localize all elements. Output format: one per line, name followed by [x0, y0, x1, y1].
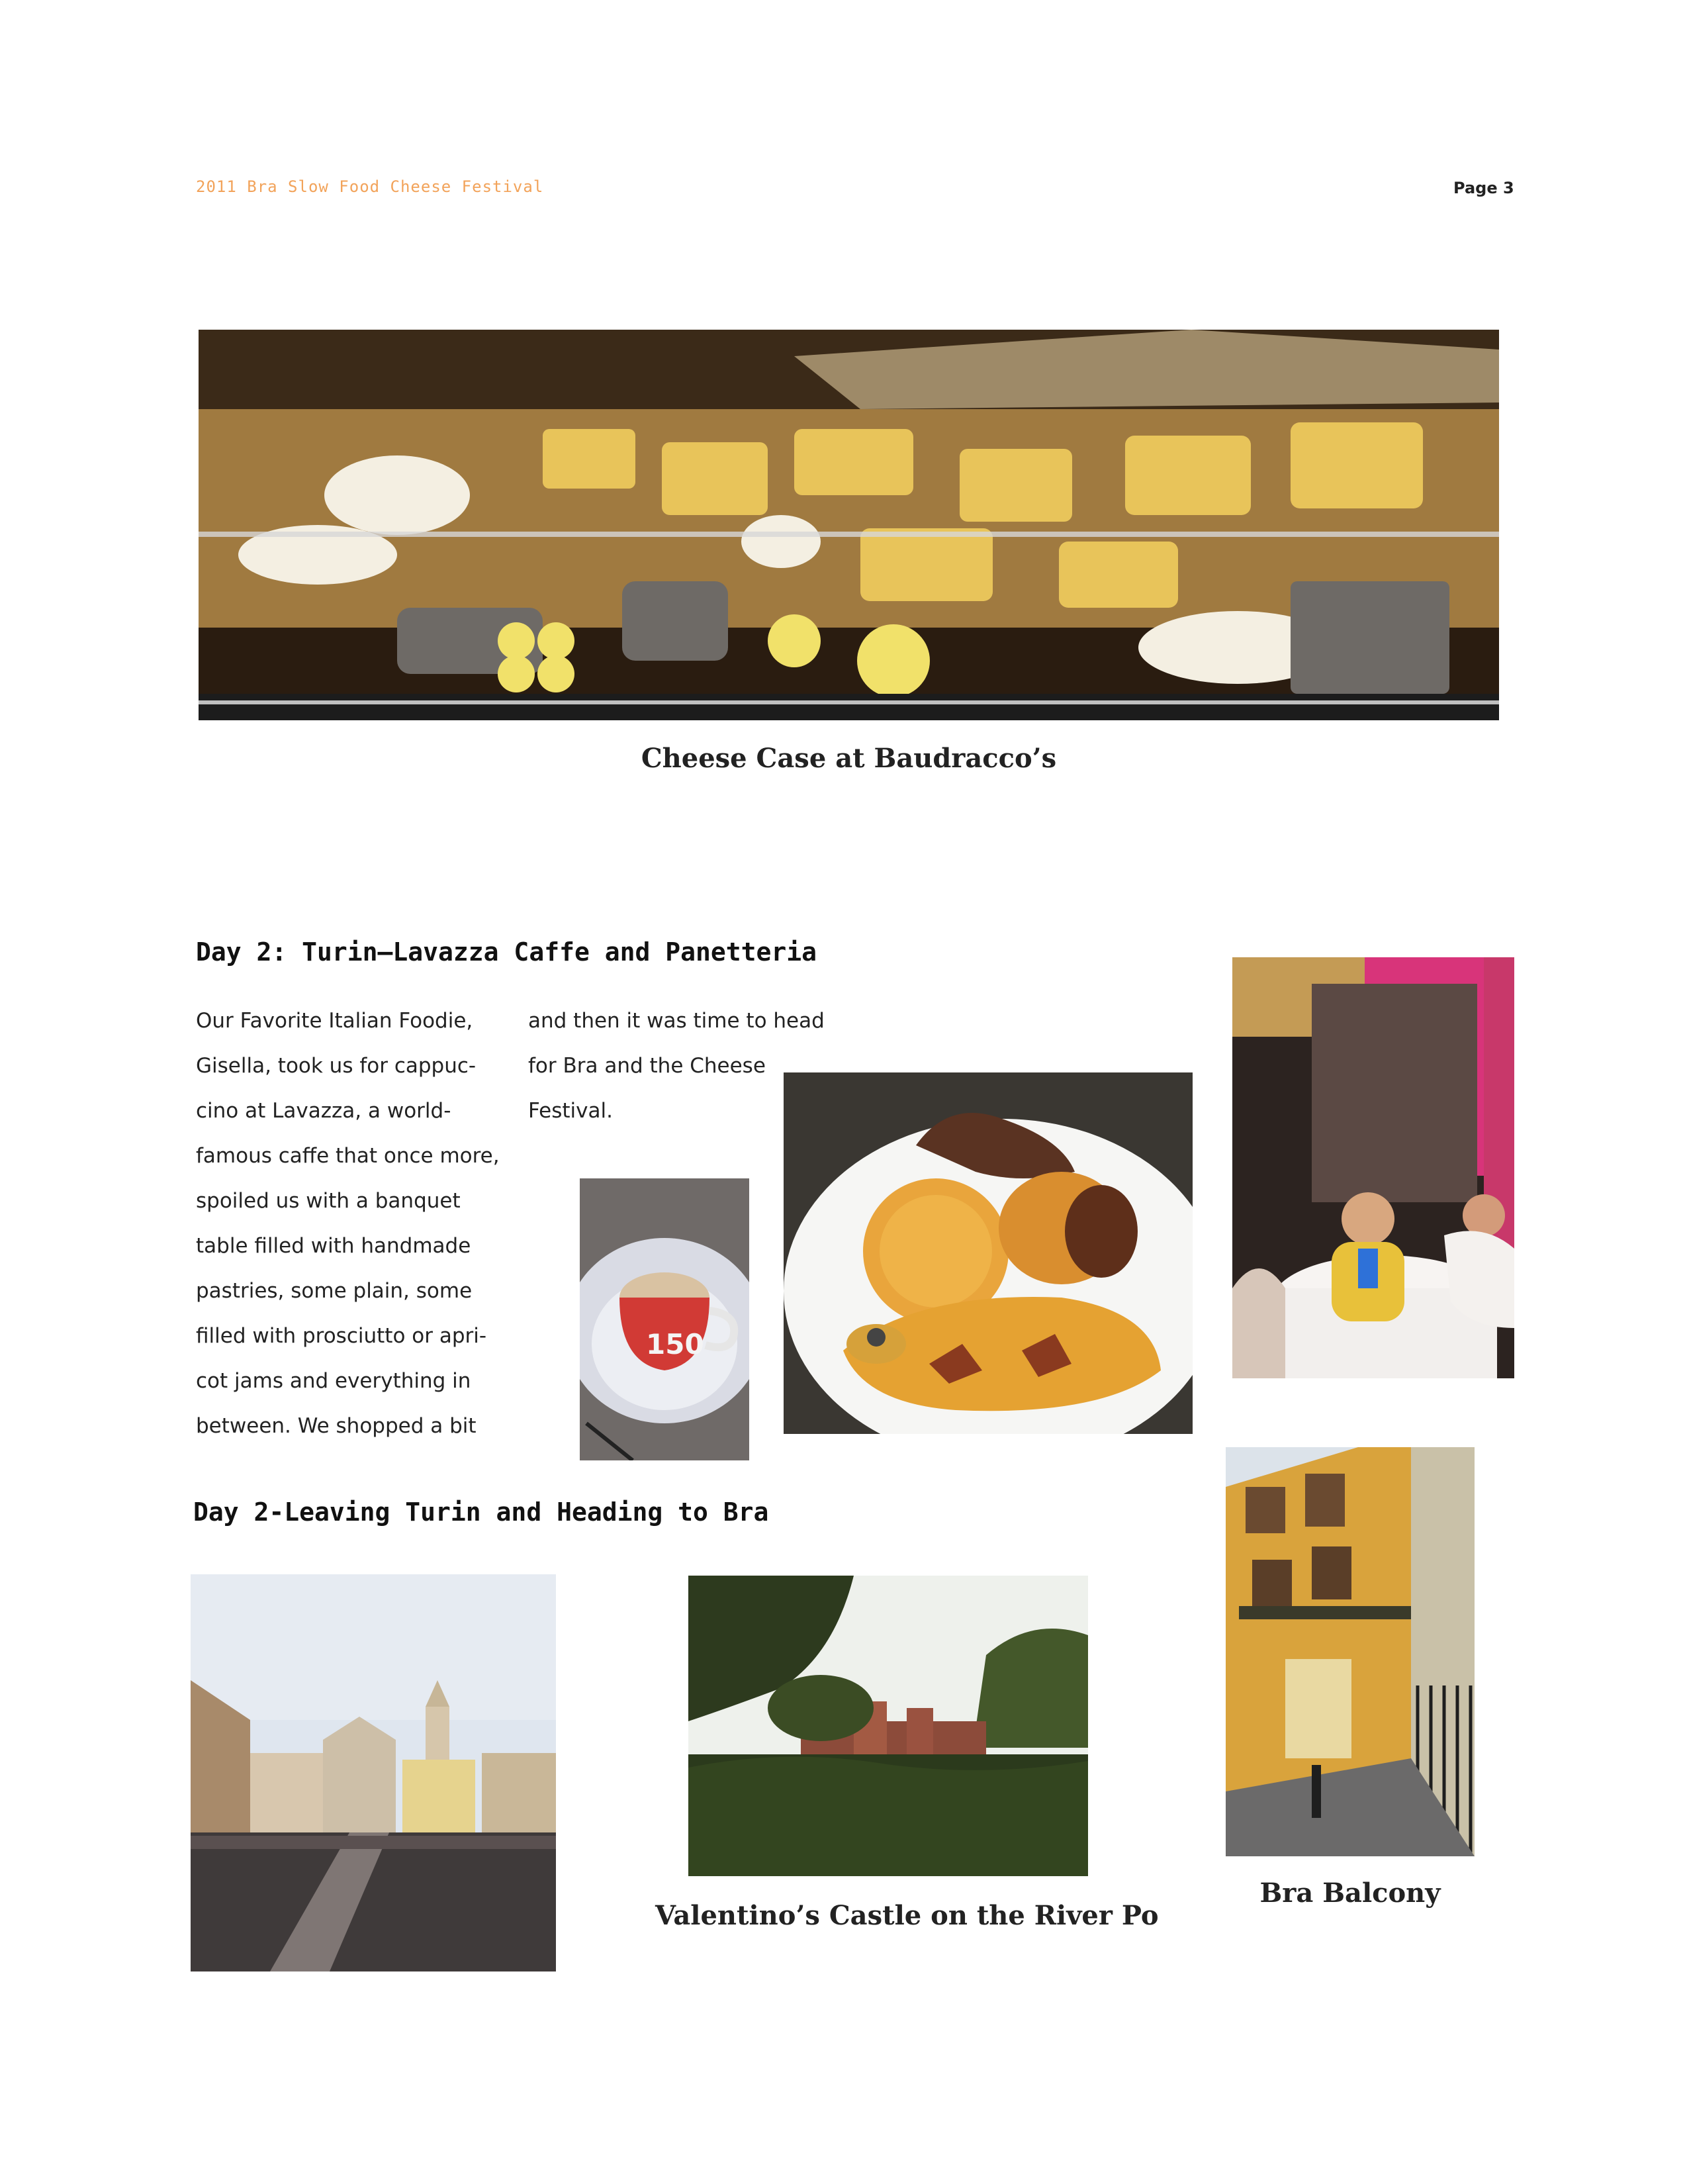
text-line: and then it was time to head	[528, 1009, 825, 1033]
text-line: cino at Lavazza, a world-	[196, 1099, 451, 1123]
text-line: famous caffe that once more,	[196, 1144, 500, 1168]
text-line: Festival.	[528, 1099, 613, 1123]
text-line: spoiled us with a banquet	[196, 1189, 461, 1213]
text-line: Gisella, took us for cappuc-	[196, 1054, 477, 1078]
cappuccino-photo	[580, 1178, 749, 1460]
cup-logo-text: 150	[646, 1328, 704, 1360]
bra-balcony-photo	[1226, 1447, 1475, 1856]
text-line: for Bra and the Cheese	[528, 1054, 766, 1078]
article-text-column-2	[528, 998, 825, 1133]
section-heading-lavazza: Day 2: Turin–Lavazza Caffe and Panetteria	[196, 937, 817, 967]
bra-balcony-caption: Bra Balcony	[1259, 1877, 1441, 1909]
section-heading-leaving-turin: Day 2-Leaving Turin and Heading to Bra	[193, 1497, 769, 1527]
page-number: Page 3	[1453, 179, 1514, 197]
text-line: between. We shopped a bit	[196, 1414, 477, 1438]
text-line: pastries, some plain, some	[196, 1279, 473, 1303]
valentino-castle-photo	[688, 1576, 1088, 1876]
article-text-column-1	[196, 998, 500, 1448]
text-line: cot jams and everything in	[196, 1369, 471, 1393]
pastries-photo	[784, 1072, 1193, 1434]
valentino-castle-caption: Valentino’s Castle on the River Po	[655, 1900, 1159, 1931]
text-line: filled with prosciutto or apri-	[196, 1324, 487, 1348]
running-header-title: 2011 Bra Slow Food Cheese Festival	[196, 177, 544, 196]
text-line: table filled with handmade	[196, 1234, 471, 1258]
piazza-san-carlo-photo	[191, 1574, 556, 1971]
text-line: Our Favorite Italian Foodie,	[196, 1009, 473, 1033]
cheese-case-caption: Cheese Case at Baudracco’s	[641, 743, 1057, 774]
cafe-interior-photo	[1232, 957, 1514, 1378]
cheese-case-photo	[199, 330, 1499, 720]
